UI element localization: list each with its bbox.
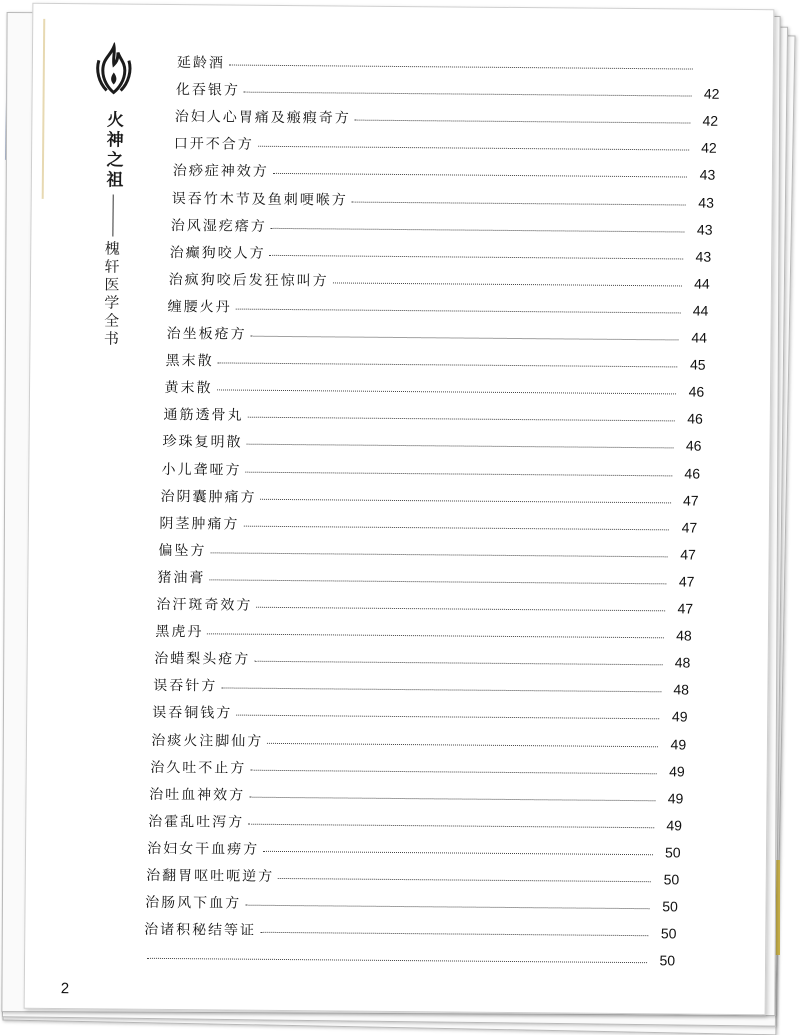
toc-entry-page: 43 xyxy=(693,167,715,183)
toc-entry-title: 小儿聋哑方 xyxy=(161,458,241,479)
toc-entry-page: 46 xyxy=(681,411,703,427)
toc-entry-title: 治久吐不止方 xyxy=(150,756,246,777)
toc-entry xyxy=(163,403,702,430)
toc-entry xyxy=(156,593,693,620)
toc-dot-leader xyxy=(333,281,682,286)
toc-dot-leader xyxy=(248,416,675,422)
toc-entry xyxy=(175,105,718,132)
book-title: 火神之祖 xyxy=(100,110,126,190)
toc-entry xyxy=(158,539,696,566)
toc-entry-title: 治汗斑奇效方 xyxy=(156,594,252,615)
toc-entry xyxy=(143,945,675,972)
toc-dot-leader xyxy=(352,200,686,205)
toc-entry xyxy=(159,512,697,539)
toc-dot-leader xyxy=(251,335,679,341)
toc-entry-title: 延龄酒 xyxy=(177,52,225,72)
toc-dot-leader xyxy=(218,362,678,368)
toc-entry-page: 50 xyxy=(657,871,679,887)
toc-entry-page: 47 xyxy=(675,519,697,535)
toc-entry xyxy=(173,159,716,186)
toc-entry xyxy=(167,322,708,349)
toc-entry xyxy=(172,187,714,214)
toc-dot-leader xyxy=(247,443,674,449)
book-subtitle: 槐轩医学全书 xyxy=(101,240,123,348)
toc-entry-page: 44 xyxy=(688,275,710,291)
toc-entry-title: 珍珠复明散 xyxy=(162,431,242,452)
toc-entry-title: 治妇女干血痨方 xyxy=(147,838,259,859)
toc-entry-title: 治蜡梨头疮方 xyxy=(154,648,250,669)
toc-entry-page: 50 xyxy=(659,844,681,860)
toc-entry-title: 口开不合方 xyxy=(174,133,254,154)
toc-entry-page: 42 xyxy=(695,140,717,156)
toc-dot-leader xyxy=(147,957,647,963)
toc-entry xyxy=(151,728,686,755)
document-page xyxy=(24,3,775,1015)
toc-entry-title: 猪油膏 xyxy=(157,567,205,587)
toc-dot-leader xyxy=(270,254,683,260)
toc-entry-page: 50 xyxy=(656,898,678,914)
toc-entry xyxy=(155,620,692,647)
toc-entry-page: 49 xyxy=(663,763,685,779)
toc-dot-leader xyxy=(236,714,659,720)
toc-entry-page: 46 xyxy=(682,384,704,400)
toc-entry-title: 治妇人心胃痛及瘢瘕奇方 xyxy=(175,106,351,128)
toc-entry-title: 治坐板疮方 xyxy=(167,323,247,344)
toc-entry xyxy=(157,566,694,593)
toc-entry xyxy=(164,376,704,403)
toc-entry-title: 黑末散 xyxy=(166,350,214,370)
toc-entry xyxy=(149,783,683,810)
toc-entry-title: 治痧症神效方 xyxy=(173,160,269,181)
toc-entry-title: 误吞针方 xyxy=(153,675,217,696)
toc-entry-title: 治风湿疙瘩方 xyxy=(171,215,267,236)
toc-dot-leader xyxy=(250,768,657,774)
toc-entry-page: 48 xyxy=(667,682,689,698)
toc-entry-title: 缠腰火丹 xyxy=(168,296,232,317)
toc-entry-page: 50 xyxy=(654,925,676,941)
toc-dot-leader xyxy=(258,145,689,151)
toc-entry-title: 治疯狗咬后发狂惊叫方 xyxy=(169,269,329,290)
toc-entry-title: 治吐血神效方 xyxy=(149,784,245,805)
toc-entry-page: 43 xyxy=(692,194,714,210)
toc-dot-leader xyxy=(273,172,688,178)
toc-dot-leader xyxy=(221,687,661,693)
toc-entry-title: 误吞竹木节及鱼刺哽喉方 xyxy=(172,188,348,210)
toc-dot-leader xyxy=(278,877,651,882)
toc-entry-page: 42 xyxy=(697,86,719,102)
toc-entry-page: 46 xyxy=(679,438,701,454)
toc-entry-page: 45 xyxy=(684,357,706,373)
toc-dot-leader xyxy=(263,850,652,855)
toc-dot-leader xyxy=(236,307,681,313)
toc-entry-title: 化吞银方 xyxy=(176,79,240,100)
toc-entry xyxy=(174,132,717,159)
toc-entry-page: 50 xyxy=(653,953,675,969)
toc-entry-title: 黑虎丹 xyxy=(155,621,203,641)
toc-entry xyxy=(169,268,710,295)
toc-entry-page: 47 xyxy=(672,573,694,589)
toc-entry-page: 47 xyxy=(677,492,699,508)
toc-entry-title: 治癫狗咬人方 xyxy=(170,242,266,263)
toc-dot-leader xyxy=(254,660,662,666)
toc-dot-leader xyxy=(244,91,692,97)
toc-entry xyxy=(147,837,681,864)
toc-entry xyxy=(166,349,706,376)
toc-entry xyxy=(152,701,687,728)
toc-entry-title: 治诸积秘结等证 xyxy=(144,919,256,940)
toc-entry xyxy=(168,295,709,322)
toc-entry xyxy=(171,214,713,241)
toc-dot-leader xyxy=(245,470,672,476)
toc-entry xyxy=(176,78,720,105)
toc-entry xyxy=(160,485,698,512)
toc-entry-page: 49 xyxy=(661,790,683,806)
toc-dot-leader xyxy=(355,119,690,124)
toc-entry xyxy=(145,891,678,918)
toc-entry-title: 治痰火注脚仙方 xyxy=(151,729,263,750)
toc-entry-page: 49 xyxy=(665,709,687,725)
toc-entry xyxy=(161,457,700,484)
toc-entry-page: 47 xyxy=(674,546,696,562)
toc-dot-leader xyxy=(243,524,669,530)
toc-dot-leader xyxy=(248,822,654,828)
toc-entry-page: 49 xyxy=(660,817,682,833)
toc-entry-title: 通筋透骨丸 xyxy=(163,404,243,425)
toc-entry-page: 48 xyxy=(670,627,692,643)
toc-dot-leader xyxy=(245,904,650,910)
toc-entry-title: 治霍乱吐泻方 xyxy=(148,811,244,832)
toc-dot-leader xyxy=(210,551,667,557)
toc-dot-leader xyxy=(209,578,666,584)
toc-entry xyxy=(170,241,712,268)
toc-entry-page: 47 xyxy=(671,600,693,616)
toc-entry-title: 治阴囊肿痛方 xyxy=(160,486,256,507)
page-number: 2 xyxy=(61,980,69,997)
toc-entry-page: 48 xyxy=(668,655,690,671)
toc-dot-leader xyxy=(229,63,693,69)
toc-entry-title: 治肠风下血方 xyxy=(145,892,241,913)
toc-entry xyxy=(154,647,690,674)
toc-entry-page: 43 xyxy=(689,248,711,264)
toc-entry-page: 42 xyxy=(696,113,718,129)
toc-dot-leader xyxy=(260,931,648,936)
toc-dot-leader xyxy=(271,226,685,232)
toc-dot-leader xyxy=(207,632,663,638)
toc-dot-leader xyxy=(260,497,670,503)
toc-entry xyxy=(153,674,689,701)
table-of-contents xyxy=(25,4,774,1014)
toc-entry xyxy=(148,810,682,837)
toc-dot-leader xyxy=(267,741,658,746)
toc-entry-title: 误吞铜钱方 xyxy=(152,702,232,723)
toc-entry xyxy=(162,430,701,457)
toc-entry-page: 49 xyxy=(664,736,686,752)
toc-entry-title: 偏坠方 xyxy=(158,540,206,560)
toc-entry-page: 43 xyxy=(690,221,712,237)
toc-dot-leader xyxy=(217,389,677,395)
toc-entry-title: 黄末散 xyxy=(164,377,212,397)
toc-entry-title: 阴茎肿痛方 xyxy=(159,513,239,534)
toc-entry xyxy=(146,864,679,891)
toc-entry-title: 治翻胃呕吐呃逆方 xyxy=(146,865,274,886)
toc-dot-leader xyxy=(249,795,655,801)
toc-entry xyxy=(144,918,677,945)
toc-entry-page: 46 xyxy=(678,465,700,481)
toc-entry-page: 44 xyxy=(686,302,708,318)
toc-entry xyxy=(150,755,685,782)
toc-entry-page: 44 xyxy=(685,329,707,345)
toc-entry xyxy=(177,51,721,78)
toc-dot-leader xyxy=(256,606,665,612)
